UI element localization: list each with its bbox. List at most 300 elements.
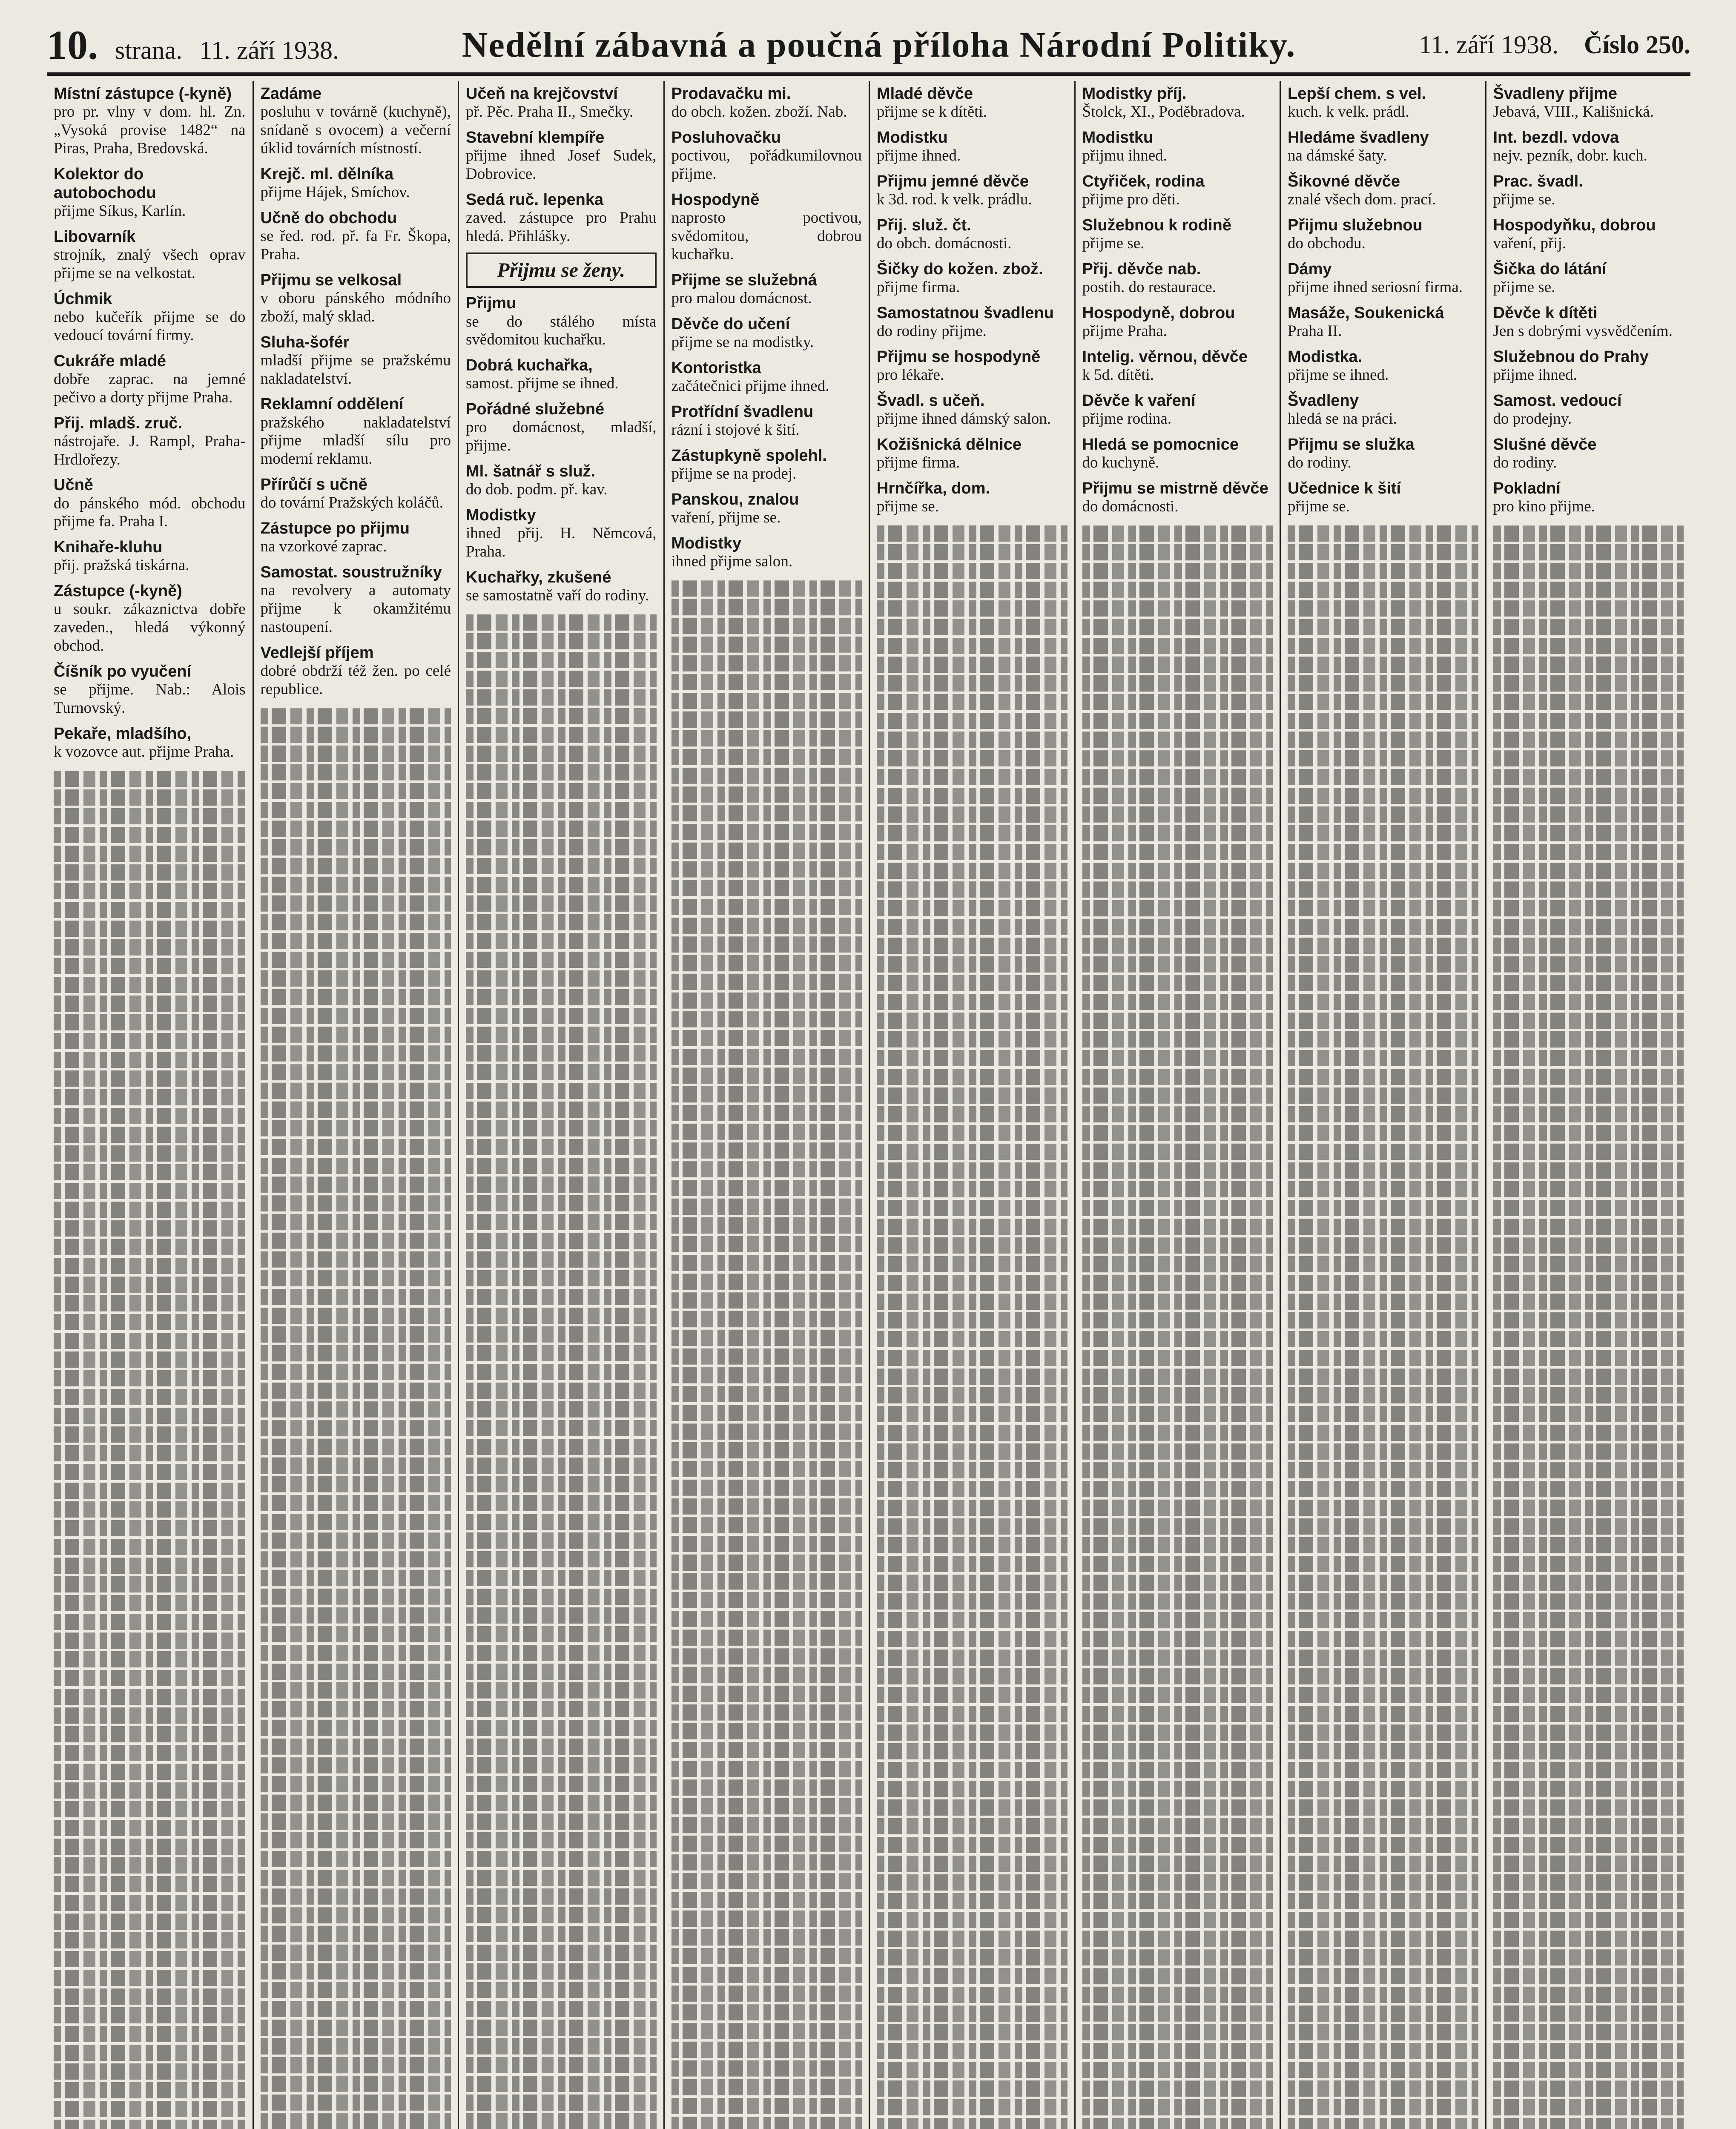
ad-heading xyxy=(54,476,246,494)
ad-heading xyxy=(261,475,451,494)
ad-heading xyxy=(671,402,862,421)
classified-ad xyxy=(1288,435,1478,472)
page-word: strana. xyxy=(115,36,183,64)
ad-body: do rodiny. xyxy=(1493,453,1557,471)
ad-heading-text: Hrnčířka, dom. xyxy=(877,479,990,497)
ad-heading xyxy=(877,304,1067,322)
ad-heading-text: Modistky příj. xyxy=(1082,85,1187,103)
classified-ad xyxy=(54,724,246,761)
ad-body: pro lékaře. xyxy=(877,366,944,384)
classified-ad xyxy=(54,476,246,531)
classified-ad xyxy=(1082,260,1273,297)
ad-heading-text: Šička do látání xyxy=(1493,260,1607,278)
dense-ad-text xyxy=(261,706,451,2129)
ad-heading xyxy=(54,582,246,600)
ad-body: přijme se. xyxy=(1493,278,1555,296)
ad-body: se řed. rod. př. fa Fr. Škopa, Praha. xyxy=(260,227,451,263)
classified-ad xyxy=(1082,479,1273,516)
ad-heading xyxy=(1082,216,1273,235)
classified-ad xyxy=(671,490,862,527)
classified-ad xyxy=(1288,260,1478,297)
issue-number: Číslo 250. xyxy=(1584,30,1690,59)
date-left: 11. září 1938. xyxy=(199,36,339,64)
classified-ad xyxy=(466,294,657,349)
ad-heading-text: Úchmik xyxy=(54,290,112,308)
ad-body: na revolvery a automaty přijme k okamžitému nastoupení. xyxy=(260,582,451,636)
classified-ad xyxy=(466,84,657,121)
ad-body: Jen s dobrými vysvědčením. xyxy=(1493,322,1673,340)
ad-heading-text: Protřídní švadlenu xyxy=(671,402,814,421)
ad-heading-text: Zástupce po přijmu xyxy=(260,519,410,538)
classified-ad xyxy=(466,568,657,605)
ad-heading xyxy=(1082,435,1273,454)
ad-heading-text: Ctyřiček, rodina xyxy=(1082,172,1205,190)
ad-heading-text: Kontoristka xyxy=(671,359,761,377)
ad-heading xyxy=(1288,391,1478,410)
ad-heading-text: Sluha-šofér xyxy=(260,333,350,351)
ad-heading xyxy=(1288,435,1478,454)
classified-ad xyxy=(261,165,451,202)
ad-heading-text: Přijmu xyxy=(466,294,516,313)
ad-heading xyxy=(54,290,246,308)
ad-body: nástrojaře. J. Rampl, Praha-Hrdlořezy. xyxy=(54,432,246,468)
classified-ad xyxy=(877,479,1067,516)
ad-heading-text: Modistky xyxy=(466,506,536,525)
ad-heading xyxy=(877,172,1067,191)
classified-ad xyxy=(261,271,451,326)
ad-heading xyxy=(1493,128,1684,147)
ad-heading xyxy=(1493,435,1684,454)
ad-body: k vozovce aut. přijme Praha. xyxy=(54,743,234,761)
ad-heading-text: Dobrá kuchařka, xyxy=(466,356,593,375)
classified-ad xyxy=(54,538,246,575)
ad-body: naprosto poctivou, svědomitou, dobrou kuchařku. xyxy=(671,209,862,263)
ad-heading-text: Prac. švadl. xyxy=(1493,172,1583,190)
ad-heading xyxy=(261,519,451,538)
classified-ad xyxy=(877,304,1067,341)
ad-body: vaření, přijme se. xyxy=(671,508,781,526)
ad-heading-text: Děvče do učení xyxy=(671,315,790,333)
ad-heading xyxy=(466,356,657,375)
ad-heading xyxy=(877,216,1067,235)
ad-heading xyxy=(466,84,657,103)
ad-body: poctivou, pořádkumilovnou přijme. xyxy=(671,147,862,183)
ad-heading-text: Hospodyně, dobrou xyxy=(1082,304,1235,322)
ad-heading-text: Lepší chem. s vel. xyxy=(1288,85,1426,103)
ad-heading xyxy=(261,643,451,662)
ad-body: pro domácnost, mladší, přijme. xyxy=(466,419,657,455)
ad-heading-text: Pekaře, mladšího, xyxy=(54,724,192,743)
ad-heading-text: Šikovné děvče xyxy=(1288,172,1400,190)
ad-body: přijme se. xyxy=(1288,497,1350,515)
classified-ad xyxy=(1082,435,1273,472)
column-4 xyxy=(663,81,869,2129)
ad-body: Praha II. xyxy=(1288,322,1342,340)
ad-heading xyxy=(54,662,246,681)
ad-heading-text: Místní zástupce (-kyně) xyxy=(54,85,232,103)
ad-heading xyxy=(261,333,451,352)
ad-heading xyxy=(1288,84,1478,103)
column-3 xyxy=(458,81,663,2129)
ad-body: přijme firma. xyxy=(877,453,960,471)
ad-heading xyxy=(877,391,1067,410)
ad-body: k 5d. dítěti. xyxy=(1082,366,1154,384)
ad-body: zaved. zástupce pro Prahu hledá. Přihlášky. xyxy=(466,209,657,245)
ad-heading xyxy=(877,128,1067,147)
ad-heading xyxy=(54,414,246,433)
classified-ad xyxy=(671,446,862,483)
classified-ad xyxy=(466,506,657,561)
classified-ad xyxy=(877,128,1067,165)
classified-ad xyxy=(1288,391,1478,428)
classified-ad xyxy=(1493,347,1684,384)
ad-heading-text: Hledáme švadleny xyxy=(1288,128,1429,146)
ad-heading-text: Samostatnou švadlenu xyxy=(877,304,1054,322)
ad-heading xyxy=(261,209,451,227)
ad-heading-text: Přírůčí s učně xyxy=(260,476,367,494)
ad-heading-text: Přij. děvče nab. xyxy=(1082,260,1201,278)
ad-heading xyxy=(1493,172,1684,191)
ad-heading-text: Vedlejší příjem xyxy=(260,644,374,662)
classified-ad xyxy=(1493,172,1684,209)
classified-ad xyxy=(261,519,451,556)
ad-heading xyxy=(1493,260,1684,278)
ad-heading xyxy=(1493,347,1684,366)
ad-heading xyxy=(261,563,451,582)
dense-ad-text xyxy=(671,578,862,2129)
column-7 xyxy=(1280,81,1485,2129)
masthead-left xyxy=(47,21,339,69)
classified-ad xyxy=(1493,216,1684,253)
classified-ad xyxy=(466,128,657,184)
ad-heading-text: Panskou, znalou xyxy=(671,490,799,508)
ad-body: přijmu ihned. xyxy=(1082,147,1167,165)
ad-heading-text: Pořádné služebné xyxy=(466,400,605,419)
ad-body: přijme ihned. xyxy=(877,147,961,165)
classified-ad xyxy=(877,435,1067,472)
ad-heading xyxy=(261,395,451,413)
classified-ad xyxy=(261,333,451,388)
classified-ad xyxy=(671,402,862,439)
ad-body: nejv. pezník, dobr. kuch. xyxy=(1493,147,1647,165)
ad-body: přijme ihned dámský salon. xyxy=(877,410,1051,428)
date-right: 11. září 1938. xyxy=(1419,30,1558,59)
classified-ad xyxy=(1493,84,1684,121)
ad-body: posluhu v továrně (kuchyně), snídaně s ovocem) a večerní úklid továrních místností. xyxy=(260,103,451,157)
ad-heading xyxy=(54,227,246,246)
ad-heading-text: Mladé děvče xyxy=(877,85,973,103)
ad-body: přijme Hájek, Smíchov. xyxy=(260,183,410,201)
ad-heading-text: Hospodyně xyxy=(671,190,760,209)
ad-body: se přijme. Nab.: Alois Turnovský. xyxy=(54,681,246,717)
ad-heading xyxy=(671,128,862,147)
ad-heading xyxy=(1082,128,1273,147)
ad-heading-text: Učně xyxy=(54,476,93,494)
ad-heading xyxy=(671,190,862,209)
classified-ad xyxy=(1493,435,1684,472)
ad-body: mladší přijme se pražskému nakladatelství. xyxy=(260,351,451,387)
classified-columns xyxy=(47,81,1690,2129)
classified-ad xyxy=(261,563,451,637)
ad-heading xyxy=(671,271,862,290)
ad-body: na dámské šaty. xyxy=(1288,147,1387,165)
ad-heading xyxy=(1493,391,1684,410)
ad-heading-text: Švadl. s učeň. xyxy=(877,391,985,410)
ad-heading-text: Zadáme xyxy=(260,85,322,103)
ad-heading xyxy=(466,294,657,313)
ad-heading-text: Přijme se služebná xyxy=(671,271,817,289)
dense-ad-text xyxy=(1082,523,1273,2129)
ad-body: Štolck, XI., Poděbradova. xyxy=(1082,103,1245,121)
ad-body: přij. pražská tiskárna. xyxy=(54,557,189,574)
ad-heading xyxy=(1288,304,1478,322)
ad-heading xyxy=(54,352,246,370)
classified-ad xyxy=(877,216,1067,253)
classified-ad xyxy=(466,356,657,393)
ad-body: přijme se. xyxy=(1082,235,1145,252)
ad-heading-text: Knihaře-kluhu xyxy=(54,538,163,557)
ad-heading-text: Přijmu se služka xyxy=(1288,435,1415,453)
classified-ad xyxy=(1493,128,1684,165)
ad-heading xyxy=(1288,172,1478,191)
classified-ad xyxy=(1493,304,1684,341)
ad-heading-text: Šičky do kožen. zbož. xyxy=(877,260,1043,278)
ad-body: u soukr. zákaznictva dobře zaveden., hledá výkonný obchod. xyxy=(54,600,246,655)
ad-heading-text: Zástupce (-kyně) xyxy=(54,582,182,600)
ad-body: přijme se. xyxy=(877,497,939,515)
classified-ad xyxy=(671,534,862,571)
classified-ad xyxy=(1493,260,1684,297)
ad-heading-text: Int. bezdl. vdova xyxy=(1493,128,1619,146)
ad-heading-text: Služebnou do Prahy xyxy=(1493,347,1649,366)
ad-body: na vzorkové zaprac. xyxy=(260,538,387,556)
classified-ad xyxy=(1493,391,1684,428)
classified-ad xyxy=(261,643,451,699)
ad-heading-text: Samost. vedoucí xyxy=(1493,391,1622,410)
ad-heading-text: Přij. mladš. zruč. xyxy=(54,414,182,432)
classified-ad xyxy=(1082,216,1273,253)
classified-ad xyxy=(261,395,451,468)
ad-heading-text: Zástupkyně spolehl. xyxy=(671,446,827,465)
ad-heading xyxy=(54,724,246,743)
classified-ad xyxy=(54,290,246,345)
ad-body: nebo kučeřík přijme se do vedoucí tovární firmy. xyxy=(54,308,246,344)
column-8 xyxy=(1485,81,1691,2129)
column-2 xyxy=(253,81,458,2129)
ad-heading xyxy=(877,435,1067,454)
ad-heading xyxy=(1082,172,1273,191)
ad-heading-text: Sedá ruč. lepenka xyxy=(466,190,604,209)
ad-heading xyxy=(1493,216,1684,235)
classified-ad xyxy=(261,475,451,512)
ad-body: do tovární Pražských koláčů. xyxy=(260,494,443,512)
section-heading: Přijmu se ženy. xyxy=(466,252,657,288)
classified-ad xyxy=(261,209,451,264)
classified-ad xyxy=(54,414,246,469)
page-title: Nedělní zábavná a poučná příloha Národní Politiky. xyxy=(462,25,1296,65)
ad-body: do obch. kožen. zboží. Nab. xyxy=(671,103,847,121)
ad-body: znalé všech dom. prací. xyxy=(1288,191,1436,209)
dense-ad-text xyxy=(466,612,657,2129)
ad-heading xyxy=(1288,347,1478,366)
ad-heading-text: Hledá se pomocnice xyxy=(1082,435,1239,453)
classified-ad xyxy=(1288,304,1478,341)
ad-heading xyxy=(261,165,451,184)
ad-heading xyxy=(1493,479,1684,498)
ad-body: vaření, přij. xyxy=(1493,235,1567,252)
dense-ad-text xyxy=(1493,523,1684,2129)
ad-heading xyxy=(877,347,1067,366)
ad-body: strojník, znalý všech oprav přijme se na velkostat. xyxy=(54,246,246,282)
classified-ad xyxy=(671,315,862,352)
ad-heading xyxy=(671,84,862,103)
ad-body: přijme se. xyxy=(1493,191,1555,209)
ad-body: dobře zaprac. na jemné pečivo a dorty přijme Praha. xyxy=(54,370,246,406)
ad-heading xyxy=(1082,84,1273,103)
ad-heading xyxy=(261,271,451,290)
ad-heading-text: Přijmu služebnou xyxy=(1288,216,1423,234)
ad-body: př. Pěc. Praha II., Smečky. xyxy=(466,103,634,121)
ad-heading xyxy=(466,568,657,587)
ad-heading xyxy=(671,534,862,553)
classified-ad xyxy=(1082,391,1273,428)
ad-heading xyxy=(1288,479,1478,498)
ad-body: hledá se na práci. xyxy=(1288,410,1397,428)
ad-heading xyxy=(1082,347,1273,366)
ad-heading-text: Prodavačku mi. xyxy=(671,85,791,103)
classified-ad xyxy=(54,352,246,407)
classified-ad xyxy=(54,662,246,717)
classified-ad xyxy=(466,190,657,246)
ad-body: začátečnici přijme ihned. xyxy=(671,377,829,395)
ad-heading-text: Pokladní xyxy=(1493,479,1561,497)
ad-heading-text: Švadleny xyxy=(1288,391,1359,410)
ad-heading-text: Kuchařky, zkušené xyxy=(466,568,611,587)
ad-body: do kuchyně. xyxy=(1082,453,1159,471)
classified-ad xyxy=(1082,172,1273,209)
ad-body: pražského nakladatelství přijme mladší sílu pro moderní reklamu. xyxy=(260,413,451,468)
ad-heading-text: Stavební klempíře xyxy=(466,128,605,146)
ad-heading-text: Modistku xyxy=(1082,128,1154,146)
classified-ad xyxy=(466,462,657,499)
ad-heading-text: Služebnou k rodině xyxy=(1082,216,1231,234)
ad-body: přijme Praha. xyxy=(1082,322,1167,340)
ad-body: přijme ihned Josef Sudek, Dobrovice. xyxy=(466,147,657,183)
ad-body: přijme ihned seriosní firma. xyxy=(1288,278,1463,296)
classified-ad xyxy=(1288,128,1478,165)
ad-heading-text: Ml. šatnář s služ. xyxy=(466,462,596,481)
ad-body: do obch. domácnosti. xyxy=(877,235,1012,252)
ad-heading-text: Hospodyňku, dobrou xyxy=(1493,216,1656,234)
classified-ad xyxy=(1082,84,1273,121)
ad-heading xyxy=(466,128,657,147)
classified-ad xyxy=(261,84,451,158)
classified-ad xyxy=(54,582,246,655)
ad-body: přijme pro děti. xyxy=(1082,191,1180,209)
classified-ad xyxy=(1288,216,1478,253)
column-6 xyxy=(1074,81,1280,2129)
ad-body: pro kino přijme. xyxy=(1493,497,1595,515)
ad-body: přijme se k dítěti. xyxy=(877,103,987,121)
ad-heading xyxy=(877,479,1067,498)
ad-heading-text: Modistky xyxy=(671,534,742,552)
ad-body: přijme firma. xyxy=(877,278,960,296)
ad-heading-text: Švadleny přijme xyxy=(1493,85,1617,103)
ad-heading-text: Přijmu se hospodyně xyxy=(877,347,1041,366)
ad-heading xyxy=(1082,391,1273,410)
classified-ad xyxy=(671,271,862,308)
classified-ad xyxy=(877,84,1067,121)
ad-heading xyxy=(877,260,1067,278)
ad-body: přijme rodina. xyxy=(1082,410,1172,428)
ad-body: kuch. k velk. prádl. xyxy=(1288,103,1409,121)
ad-body: do rodiny. xyxy=(1288,453,1351,471)
ad-heading-text: Kolektor do autobochodu xyxy=(54,165,156,202)
ad-heading xyxy=(54,165,246,202)
ad-body: přijme se na prodej. xyxy=(671,465,797,482)
ad-body: do domácnosti. xyxy=(1082,497,1179,515)
ad-heading xyxy=(1082,304,1273,322)
ad-heading-text: Přijmu jemné děvče xyxy=(877,172,1029,190)
ad-body: přijme ihned. xyxy=(1493,366,1577,384)
ad-body: dobré obdrží též žen. po celé republice. xyxy=(260,662,451,698)
ad-heading-text: Kožišnická dělnice xyxy=(877,435,1022,453)
ad-heading xyxy=(1493,84,1684,103)
ad-heading xyxy=(54,538,246,557)
ad-heading xyxy=(671,446,862,465)
ad-heading-text: Masáže, Soukenická xyxy=(1288,304,1444,322)
classified-ad xyxy=(54,227,246,283)
ad-body: pro pr. vlny v dom. hl. Zn. „Vysoká provise 1482“ na Piras, Praha, Bredovská. xyxy=(54,103,246,157)
ad-heading-text: Děvče k vaření xyxy=(1082,391,1196,410)
ad-heading-text: Učeň na krejčovství xyxy=(466,85,618,103)
ad-body: do obchodu. xyxy=(1288,235,1366,252)
classified-ad xyxy=(671,190,862,264)
classified-ad xyxy=(1288,347,1478,384)
ad-heading-text: Reklamní oddělení xyxy=(260,395,404,413)
ad-heading-text: Slušné děvče xyxy=(1493,435,1597,453)
classified-ad xyxy=(671,128,862,184)
ad-body: do prodejny. xyxy=(1493,410,1572,428)
ad-body: se samostatně vaří do rodiny. xyxy=(466,587,649,605)
classified-ad xyxy=(1082,304,1273,341)
ad-heading-text: Učně do obchodu xyxy=(260,209,397,227)
classified-ad xyxy=(877,391,1067,428)
ad-heading-text: Přij. služ. čt. xyxy=(877,216,971,234)
ad-heading-text: Učednice k šití xyxy=(1288,479,1401,497)
ad-heading xyxy=(671,315,862,333)
ad-body: Jebavá, VIII., Kališnická. xyxy=(1493,103,1654,121)
ad-heading-text: Posluhovačku xyxy=(671,128,781,146)
classified-ad xyxy=(1288,172,1478,209)
ad-heading xyxy=(466,400,657,419)
ad-heading-text: Modistka. xyxy=(1288,347,1363,366)
ad-heading xyxy=(1288,216,1478,235)
classified-ad xyxy=(1082,128,1273,165)
classified-ad xyxy=(1493,479,1684,516)
ad-body: do rodiny přijme. xyxy=(877,322,987,340)
classified-ad xyxy=(1288,479,1478,516)
masthead-right xyxy=(1419,30,1690,60)
ad-heading xyxy=(466,462,657,481)
ad-heading xyxy=(466,190,657,209)
ad-heading-text: Krejč. ml. dělníka xyxy=(260,165,394,183)
ad-heading-text: Modistku xyxy=(877,128,948,146)
ad-body: k 3d. rod. k velk. prádlu. xyxy=(877,191,1032,209)
ad-heading xyxy=(877,84,1067,103)
page-number: 10. xyxy=(47,22,98,68)
ad-heading xyxy=(671,359,862,377)
